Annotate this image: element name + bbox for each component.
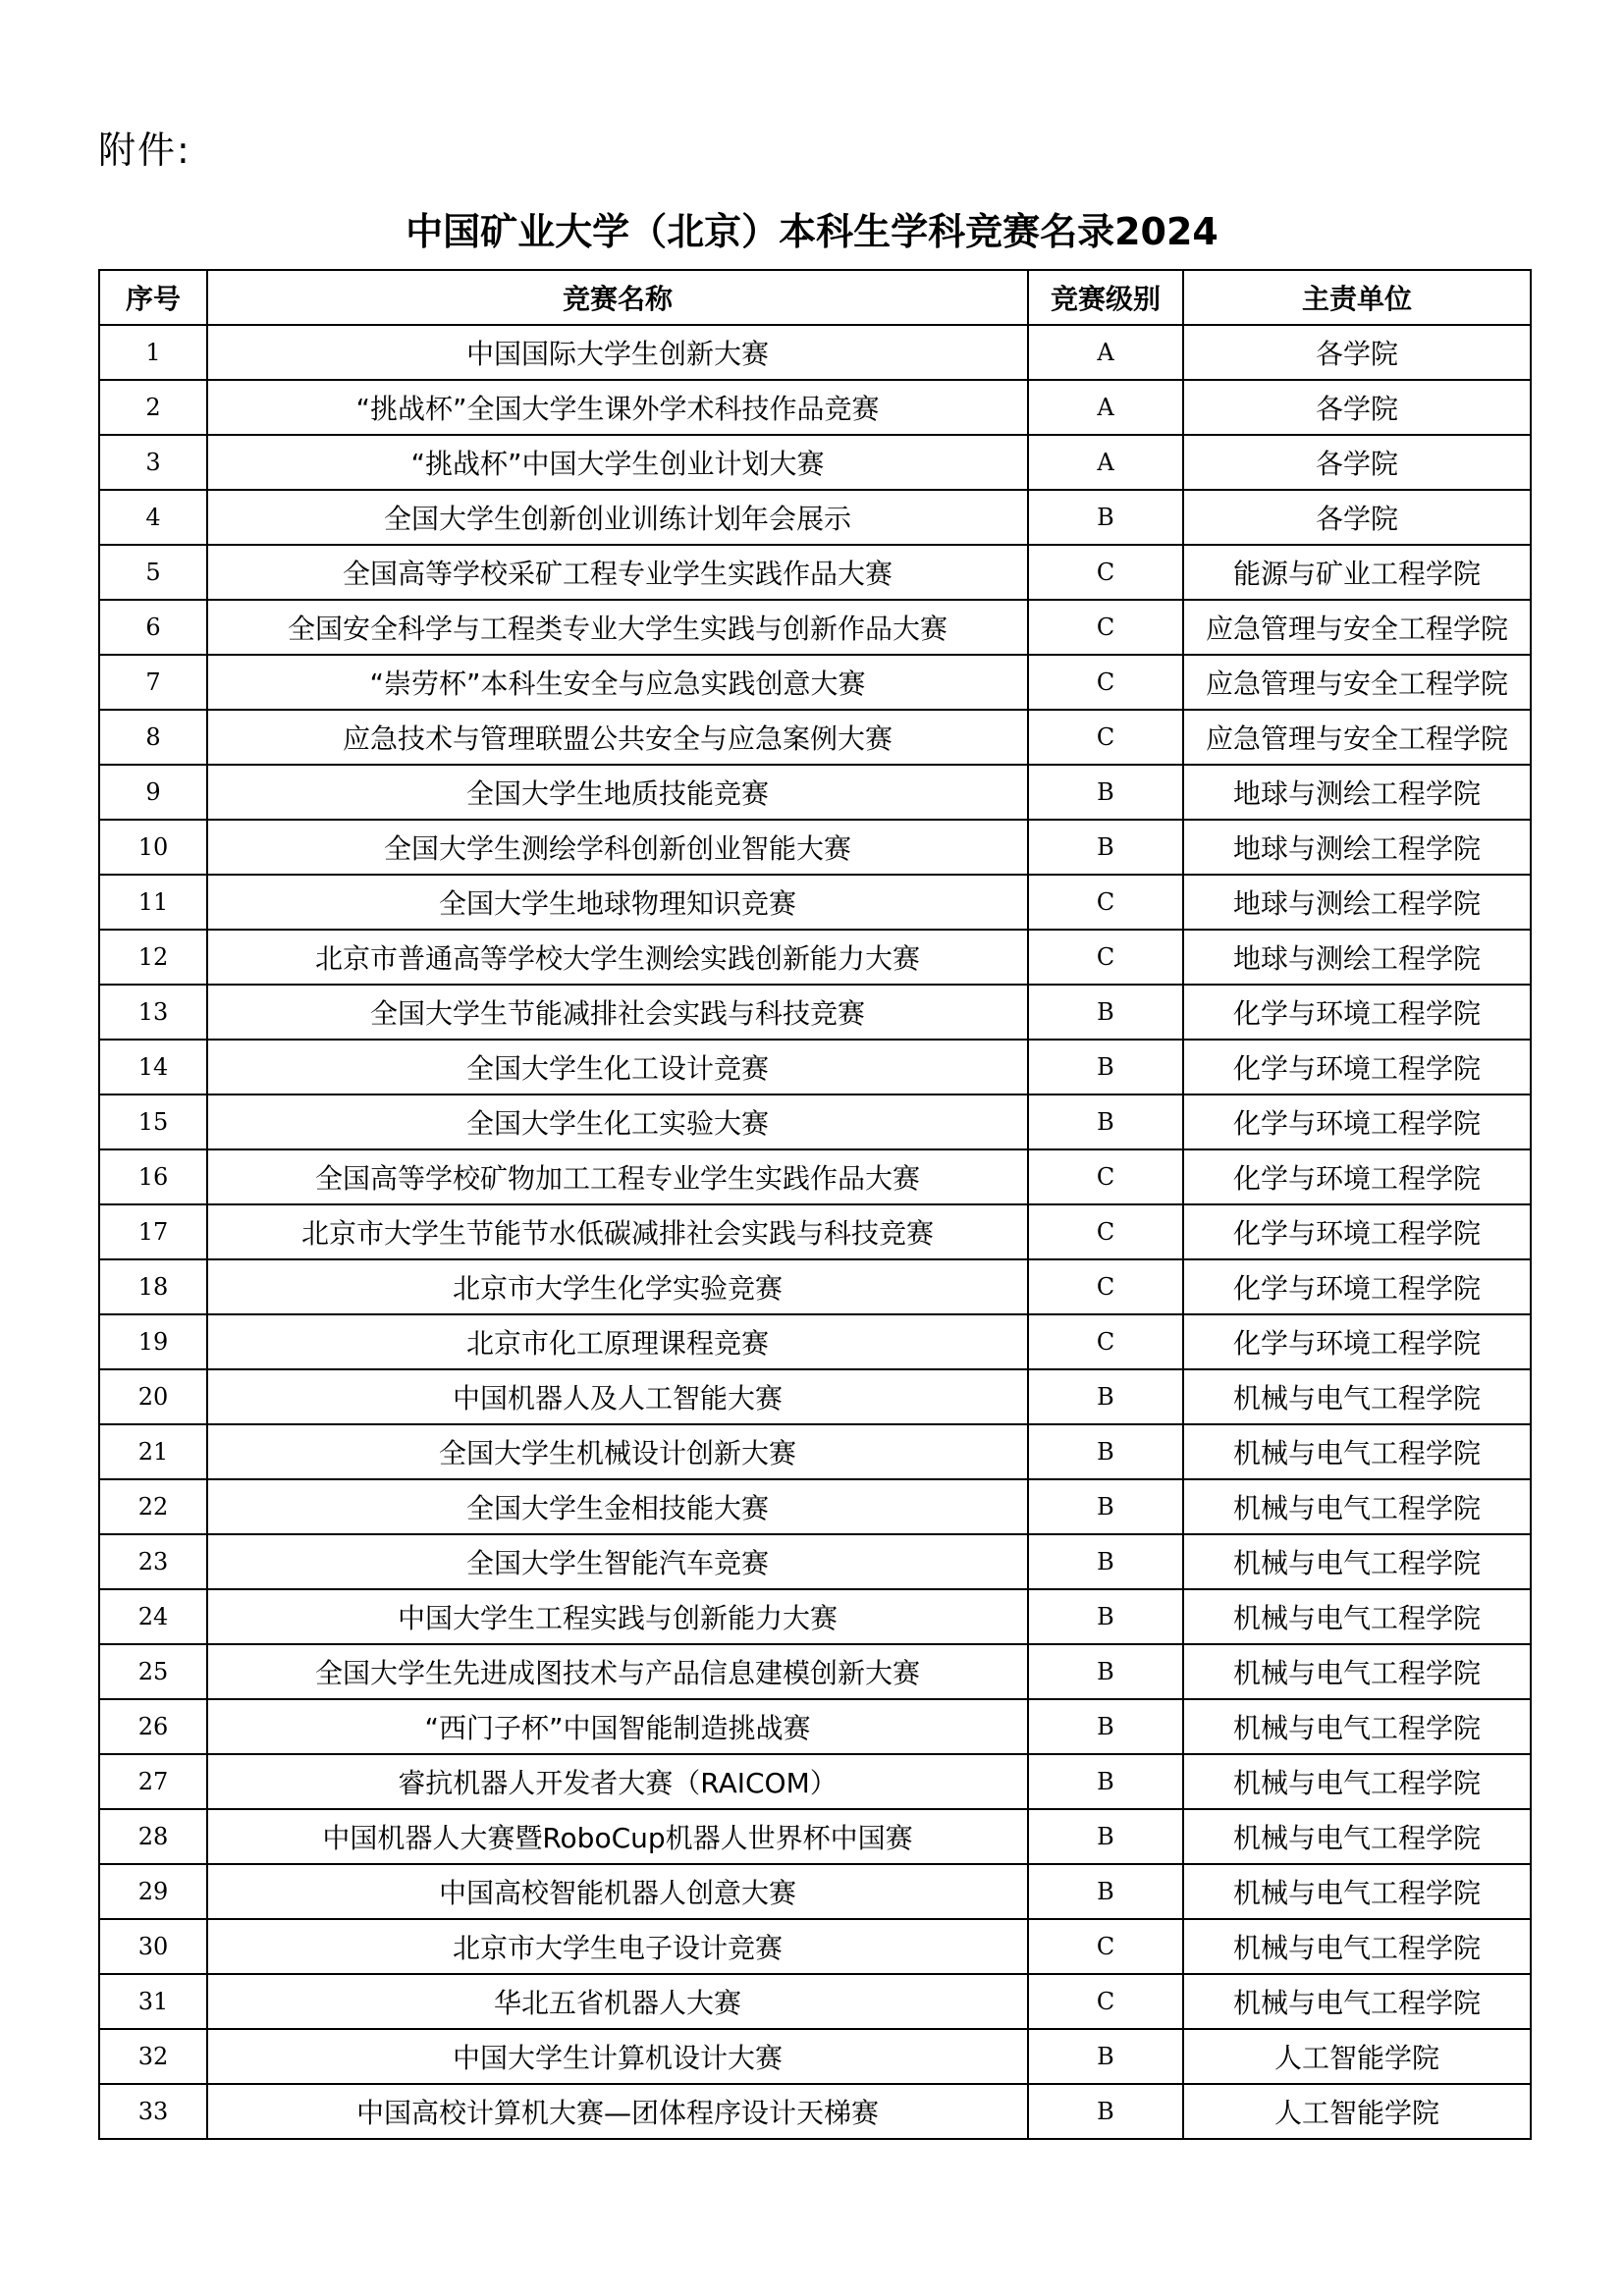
column-header-level: 竞赛级别 bbox=[1028, 270, 1183, 325]
competition-name: “西门子杯”中国智能制造挑战赛 bbox=[207, 1699, 1028, 1754]
row-number: 19 bbox=[99, 1314, 207, 1369]
competition-level: C bbox=[1028, 1204, 1183, 1259]
competition-name: 北京市大学生电子设计竞赛 bbox=[207, 1919, 1028, 1974]
table-row bbox=[99, 1040, 1531, 1095]
competition-table bbox=[98, 269, 1532, 2140]
table-row bbox=[99, 1809, 1531, 1864]
competition-level: B bbox=[1028, 765, 1183, 820]
table-row bbox=[99, 1699, 1531, 1754]
responsible-unit: 地球与测绘工程学院 bbox=[1183, 820, 1531, 875]
responsible-unit: 机械与电气工程学院 bbox=[1183, 1754, 1531, 1809]
competition-level: C bbox=[1028, 1149, 1183, 1204]
table-row bbox=[99, 435, 1531, 490]
responsible-unit: 应急管理与安全工程学院 bbox=[1183, 655, 1531, 710]
competition-name: 华北五省机器人大赛 bbox=[207, 1974, 1028, 2029]
row-number: 23 bbox=[99, 1534, 207, 1589]
competition-name: 全国大学生先进成图技术与产品信息建模创新大赛 bbox=[207, 1644, 1028, 1699]
responsible-unit: 地球与测绘工程学院 bbox=[1183, 930, 1531, 985]
row-number: 14 bbox=[99, 1040, 207, 1095]
competition-name: 北京市大学生化学实验竞赛 bbox=[207, 1259, 1028, 1314]
table-row bbox=[99, 600, 1531, 655]
responsible-unit: 机械与电气工程学院 bbox=[1183, 1479, 1531, 1534]
row-number: 26 bbox=[99, 1699, 207, 1754]
table-row bbox=[99, 985, 1531, 1040]
responsible-unit: 地球与测绘工程学院 bbox=[1183, 875, 1531, 930]
competition-name: “挑战杯”全国大学生课外学术科技作品竞赛 bbox=[207, 380, 1028, 435]
row-number: 29 bbox=[99, 1864, 207, 1919]
row-number: 15 bbox=[99, 1095, 207, 1149]
competition-level: B bbox=[1028, 2029, 1183, 2084]
competition-level: A bbox=[1028, 325, 1183, 380]
competition-level: B bbox=[1028, 1040, 1183, 1095]
competition-name: 全国大学生节能减排社会实践与科技竞赛 bbox=[207, 985, 1028, 1040]
competition-level: B bbox=[1028, 1864, 1183, 1919]
row-number: 1 bbox=[99, 325, 207, 380]
row-number: 2 bbox=[99, 380, 207, 435]
competition-name: 全国大学生机械设计创新大赛 bbox=[207, 1424, 1028, 1479]
competition-level: C bbox=[1028, 1919, 1183, 1974]
table-row bbox=[99, 930, 1531, 985]
responsible-unit: 机械与电气工程学院 bbox=[1183, 1809, 1531, 1864]
table-row bbox=[99, 1974, 1531, 2029]
competition-level: B bbox=[1028, 1479, 1183, 1534]
competition-level: C bbox=[1028, 545, 1183, 600]
table-row bbox=[99, 1864, 1531, 1919]
table-row bbox=[99, 1479, 1531, 1534]
competition-level: B bbox=[1028, 1095, 1183, 1149]
competition-name: 中国机器人大赛暨RoboCup机器人世界杯中国赛 bbox=[207, 1809, 1028, 1864]
responsible-unit: 机械与电气工程学院 bbox=[1183, 1699, 1531, 1754]
table-row bbox=[99, 1424, 1531, 1479]
table-row bbox=[99, 765, 1531, 820]
competition-level: B bbox=[1028, 1369, 1183, 1424]
row-number: 8 bbox=[99, 710, 207, 765]
table-row bbox=[99, 875, 1531, 930]
row-number: 3 bbox=[99, 435, 207, 490]
table-row bbox=[99, 1369, 1531, 1424]
row-number: 11 bbox=[99, 875, 207, 930]
competition-level: B bbox=[1028, 1644, 1183, 1699]
table-row bbox=[99, 1204, 1531, 1259]
table-row bbox=[99, 710, 1531, 765]
row-number: 18 bbox=[99, 1259, 207, 1314]
competition-level: C bbox=[1028, 1974, 1183, 2029]
row-number: 30 bbox=[99, 1919, 207, 1974]
table-row bbox=[99, 545, 1531, 600]
row-number: 10 bbox=[99, 820, 207, 875]
row-number: 4 bbox=[99, 490, 207, 545]
competition-name: 全国大学生智能汽车竞赛 bbox=[207, 1534, 1028, 1589]
competition-level: B bbox=[1028, 1534, 1183, 1589]
responsible-unit: 应急管理与安全工程学院 bbox=[1183, 710, 1531, 765]
competition-name: 全国大学生地球物理知识竞赛 bbox=[207, 875, 1028, 930]
competition-name: 中国高校智能机器人创意大赛 bbox=[207, 1864, 1028, 1919]
responsible-unit: 各学院 bbox=[1183, 435, 1531, 490]
competition-level: C bbox=[1028, 710, 1183, 765]
row-number: 13 bbox=[99, 985, 207, 1040]
row-number: 9 bbox=[99, 765, 207, 820]
competition-level: B bbox=[1028, 820, 1183, 875]
competition-name: “崇劳杯”本科生安全与应急实践创意大赛 bbox=[207, 655, 1028, 710]
table-row bbox=[99, 1095, 1531, 1149]
table-row bbox=[99, 820, 1531, 875]
table-row bbox=[99, 1534, 1531, 1589]
table-body bbox=[99, 325, 1531, 2139]
row-number: 28 bbox=[99, 1809, 207, 1864]
responsible-unit: 机械与电气工程学院 bbox=[1183, 1864, 1531, 1919]
competition-level: C bbox=[1028, 1259, 1183, 1314]
responsible-unit: 各学院 bbox=[1183, 380, 1531, 435]
competition-name: 中国大学生工程实践与创新能力大赛 bbox=[207, 1589, 1028, 1644]
competition-name: 全国大学生地质技能竞赛 bbox=[207, 765, 1028, 820]
column-header-unit: 主责单位 bbox=[1183, 270, 1531, 325]
competition-name: 应急技术与管理联盟公共安全与应急案例大赛 bbox=[207, 710, 1028, 765]
table-row bbox=[99, 655, 1531, 710]
table-row bbox=[99, 1589, 1531, 1644]
table-row bbox=[99, 1314, 1531, 1369]
competition-level: B bbox=[1028, 1589, 1183, 1644]
competition-name: 北京市化工原理课程竞赛 bbox=[207, 1314, 1028, 1369]
table-header-row bbox=[99, 270, 1531, 325]
responsible-unit: 各学院 bbox=[1183, 490, 1531, 545]
competition-level: C bbox=[1028, 1314, 1183, 1369]
competition-level: C bbox=[1028, 875, 1183, 930]
table-row bbox=[99, 490, 1531, 545]
responsible-unit: 化学与环境工程学院 bbox=[1183, 1204, 1531, 1259]
responsible-unit: 化学与环境工程学院 bbox=[1183, 1259, 1531, 1314]
competition-level: A bbox=[1028, 435, 1183, 490]
table-row bbox=[99, 2029, 1531, 2084]
row-number: 7 bbox=[99, 655, 207, 710]
responsible-unit: 化学与环境工程学院 bbox=[1183, 1095, 1531, 1149]
competition-name: 中国高校计算机大赛—团体程序设计天梯赛 bbox=[207, 2084, 1028, 2139]
attachment-label: 附件: bbox=[98, 129, 191, 172]
row-number: 16 bbox=[99, 1149, 207, 1204]
responsible-unit: 机械与电气工程学院 bbox=[1183, 1974, 1531, 2029]
competition-name: 中国机器人及人工智能大赛 bbox=[207, 1369, 1028, 1424]
responsible-unit: 机械与电气工程学院 bbox=[1183, 1534, 1531, 1589]
competition-name: 全国安全科学与工程类专业大学生实践与创新作品大赛 bbox=[207, 600, 1028, 655]
competition-name: 全国大学生化工实验大赛 bbox=[207, 1095, 1028, 1149]
competition-level: A bbox=[1028, 380, 1183, 435]
responsible-unit: 化学与环境工程学院 bbox=[1183, 1040, 1531, 1095]
row-number: 31 bbox=[99, 1974, 207, 2029]
responsible-unit: 化学与环境工程学院 bbox=[1183, 1149, 1531, 1204]
row-number: 12 bbox=[99, 930, 207, 985]
table-row bbox=[99, 1259, 1531, 1314]
competition-level: B bbox=[1028, 985, 1183, 1040]
responsible-unit: 应急管理与安全工程学院 bbox=[1183, 600, 1531, 655]
competition-level: C bbox=[1028, 655, 1183, 710]
competition-name: 全国高等学校矿物加工工程专业学生实践作品大赛 bbox=[207, 1149, 1028, 1204]
competition-level: B bbox=[1028, 490, 1183, 545]
table-row bbox=[99, 380, 1531, 435]
responsible-unit: 机械与电气工程学院 bbox=[1183, 1424, 1531, 1479]
competition-name: 全国大学生创新创业训练计划年会展示 bbox=[207, 490, 1028, 545]
responsible-unit: 人工智能学院 bbox=[1183, 2029, 1531, 2084]
competition-name: 中国国际大学生创新大赛 bbox=[207, 325, 1028, 380]
responsible-unit: 机械与电气工程学院 bbox=[1183, 1644, 1531, 1699]
competition-name: 睿抗机器人开发者大赛（RAICOM） bbox=[207, 1754, 1028, 1809]
competition-name: 全国高等学校采矿工程专业学生实践作品大赛 bbox=[207, 545, 1028, 600]
row-number: 33 bbox=[99, 2084, 207, 2139]
competition-name: 全国大学生化工设计竞赛 bbox=[207, 1040, 1028, 1095]
row-number: 5 bbox=[99, 545, 207, 600]
responsible-unit: 机械与电气工程学院 bbox=[1183, 1369, 1531, 1424]
responsible-unit: 化学与环境工程学院 bbox=[1183, 985, 1531, 1040]
responsible-unit: 化学与环境工程学院 bbox=[1183, 1314, 1531, 1369]
document-title: 中国矿业大学（北京）本科生学科竞赛名录2024 bbox=[406, 210, 1218, 253]
responsible-unit: 人工智能学院 bbox=[1183, 2084, 1531, 2139]
competition-name: 北京市普通高等学校大学生测绘实践创新能力大赛 bbox=[207, 930, 1028, 985]
column-header-name: 竞赛名称 bbox=[207, 270, 1028, 325]
responsible-unit: 地球与测绘工程学院 bbox=[1183, 765, 1531, 820]
table-row bbox=[99, 1754, 1531, 1809]
row-number: 25 bbox=[99, 1644, 207, 1699]
row-number: 27 bbox=[99, 1754, 207, 1809]
table-row bbox=[99, 325, 1531, 380]
row-number: 32 bbox=[99, 2029, 207, 2084]
responsible-unit: 各学院 bbox=[1183, 325, 1531, 380]
responsible-unit: 机械与电气工程学院 bbox=[1183, 1919, 1531, 1974]
table-row bbox=[99, 2084, 1531, 2139]
competition-level: B bbox=[1028, 1424, 1183, 1479]
competition-name: 全国大学生测绘学科创新创业智能大赛 bbox=[207, 820, 1028, 875]
table-row bbox=[99, 1644, 1531, 1699]
row-number: 20 bbox=[99, 1369, 207, 1424]
row-number: 24 bbox=[99, 1589, 207, 1644]
competition-name: 中国大学生计算机设计大赛 bbox=[207, 2029, 1028, 2084]
row-number: 6 bbox=[99, 600, 207, 655]
competition-level: B bbox=[1028, 1699, 1183, 1754]
row-number: 17 bbox=[99, 1204, 207, 1259]
competition-name: 北京市大学生节能节水低碳减排社会实践与科技竞赛 bbox=[207, 1204, 1028, 1259]
row-number: 21 bbox=[99, 1424, 207, 1479]
competition-name: 全国大学生金相技能大赛 bbox=[207, 1479, 1028, 1534]
competition-level: B bbox=[1028, 1754, 1183, 1809]
row-number: 22 bbox=[99, 1479, 207, 1534]
competition-level: B bbox=[1028, 2084, 1183, 2139]
column-header-number: 序号 bbox=[99, 270, 207, 325]
responsible-unit: 能源与矿业工程学院 bbox=[1183, 545, 1531, 600]
competition-level: C bbox=[1028, 600, 1183, 655]
competition-level: C bbox=[1028, 930, 1183, 985]
competition-name: “挑战杯”中国大学生创业计划大赛 bbox=[207, 435, 1028, 490]
table-row bbox=[99, 1149, 1531, 1204]
table-row bbox=[99, 1919, 1531, 1974]
competition-level: B bbox=[1028, 1809, 1183, 1864]
responsible-unit: 机械与电气工程学院 bbox=[1183, 1589, 1531, 1644]
